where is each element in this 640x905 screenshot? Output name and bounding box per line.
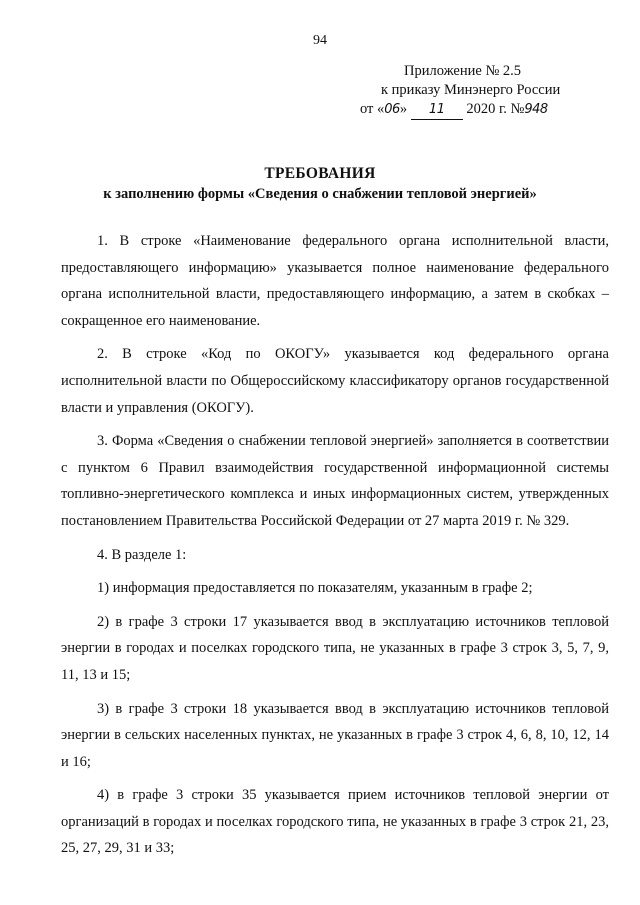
date-mid: »	[399, 101, 411, 117]
page-number: 94	[313, 33, 327, 48]
appendix-order-date	[360, 100, 620, 120]
date-year: 2020 г. №	[462, 101, 525, 117]
list-item-2: 2) в графе 3 строки 17 указывается ввод в эксплуатацию источников тепловой энергии в городах и поселках городского типа, не указанных в графе 3 строк 3, 5, 7, 9, 11, 13 и 15;	[61, 613, 609, 683]
date-prefix: от «	[360, 101, 385, 117]
list-item-4: 4) в графе 3 строки 35 указывается прием источников тепловой энергии от организаций в городах и поселках городского типа, не указанных в графе 3 строк 21, 23, 25, 27, 29, 31 и 33;	[61, 787, 609, 857]
appendix-number: Приложение № 2.5	[404, 63, 522, 79]
document-subtitle: к заполнению формы «Сведения о снабжении тепловой энергией»	[103, 186, 537, 202]
date-month-field	[411, 100, 463, 120]
document-title: ТРЕБОВАНИЯ	[264, 165, 376, 182]
list-item-3: 3) в графе 3 строки 18 указывается ввод в эксплуатацию источников тепловой энергии в сельских населенных пунктах, не указанных в графе 3 строк 4, 6, 8, 10, 12, 14 и 16;	[61, 700, 609, 770]
date-month-handwritten: 11	[428, 102, 445, 117]
date-day-handwritten: 06	[384, 102, 400, 117]
paragraph-1: 1. В строке «Наименование федерального органа исполнительной власти, предоставляющего информацию» указывается полное наименование федерального органа исполнительной власти, предоставляющего информацию, а затем в скобках – сокращенное его наименование.	[61, 233, 609, 329]
paragraph-3: 3. Форма «Сведения о снабжении тепловой энергией» заполняется в соответствии с пунктом 6 Правил взаимодействия государственной информационной системы топливно-энергетического комплекса и иных информационных систем, утвержденных постановлением Правительства Российской Федерации от 27 марта 2019 г. № 329.	[61, 433, 609, 529]
appendix-order-reference: к приказу Минэнерго России	[381, 82, 561, 98]
document-body	[61, 228, 609, 869]
appendix-header	[360, 62, 620, 120]
paragraph-4: 4. В разделе 1:	[97, 546, 187, 563]
list-item-1: 1) информация предоставляется по показателям, указанным в графе 2;	[97, 580, 533, 597]
paragraph-2: 2. В строке «Код по ОКОГУ» указывается код федерального органа исполнительной власти по Общероссийскому классификатору органов государственной власти и управления (ОКОГУ).	[61, 346, 609, 416]
order-number-handwritten: 948	[524, 102, 548, 117]
